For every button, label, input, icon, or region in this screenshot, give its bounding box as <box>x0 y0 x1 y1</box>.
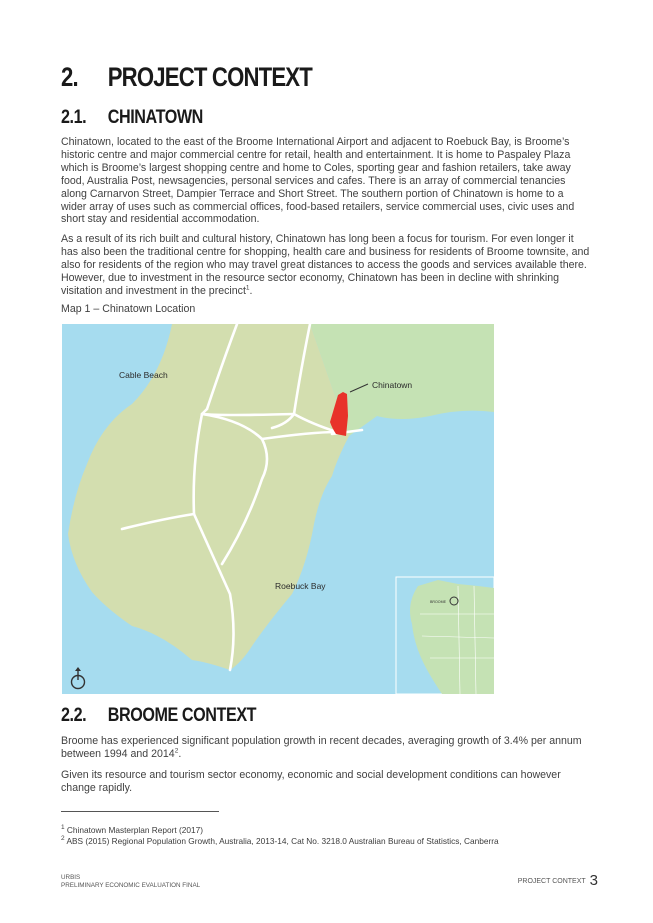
footer-document-info <box>61 874 200 890</box>
subsection-title: BROOME CONTEXT <box>107 705 257 726</box>
footnote-number: 1 <box>61 824 65 832</box>
footnote-2 <box>61 836 499 846</box>
chinatown-paragraph-2 <box>61 233 591 298</box>
map-graphic <box>62 324 494 694</box>
paragraph-text: As a result of its rich built and cultural history, Chinatown has long been a focus for tourism. For even longer it has also been the traditional centre for shopping, health care and business for residents of Broome townsite, and also for residents of the region who may travel great distances to access the goods and services available there. However, due to investment in the resource sector economy, Chinatown has been in decline with shrinking visitation and investment in the precinct <box>61 233 590 297</box>
roebuck-bay-label: Roebuck Bay <box>275 581 326 591</box>
footnote-ref[interactable]: 1 <box>245 284 250 292</box>
footnote-1 <box>61 825 203 835</box>
paragraph-text: Broome has experienced significant population growth in recent decades, averaging growth of 3.4% per annum between 1994 and 2014 <box>61 735 582 760</box>
subsection-number: 2.2. <box>61 705 87 726</box>
footnote-number: 2 <box>61 835 65 843</box>
paragraph-end: . <box>178 747 182 760</box>
subsection-heading-chinatown <box>61 107 203 129</box>
paragraph-end: . <box>249 284 253 297</box>
subsection-number: 2.1. <box>61 107 87 128</box>
footnote-divider <box>61 811 219 812</box>
footer-doc-title: PRELIMINARY ECONOMIC EVALUATION FINAL <box>61 882 201 889</box>
page-number: 3 <box>589 872 598 889</box>
footer-page-info <box>518 872 598 889</box>
footnote-ref[interactable]: 2 <box>174 747 179 755</box>
footnote-text: Chinatown Masterplan Report (2017) <box>64 825 203 835</box>
broome-paragraph-2: Given its resource and tourism sector economy, economic and social development conditions can however change rapidly. <box>61 769 561 794</box>
section-title: PROJECT CONTEXT <box>107 62 312 92</box>
broome-paragraph-1 <box>61 735 591 761</box>
section-heading <box>61 62 312 93</box>
chinatown-label: Chinatown <box>372 380 413 390</box>
footnote-text: ABS (2015) Regional Population Growth, Australia, 2013-14, Cat No. 3218.0 Australian Bureau of Statistics, Canberra <box>64 836 499 846</box>
footer-org: URBIS <box>61 874 81 881</box>
chinatown-location-map <box>62 324 494 694</box>
subsection-heading-broome <box>61 705 256 727</box>
inset-locator-map <box>396 577 494 694</box>
subsection-title: CHINATOWN <box>107 107 203 128</box>
map-caption: Map 1 – Chinatown Location <box>61 303 196 315</box>
chinatown-paragraph-1: Chinatown, located to the east of the Broome International Airport and adjacent to Roebuck Bay, is Broome’s historic centre and major commercial centre for retail, health and entertainment. It is home to Paspaley Plaza which is Broome’s largest shopping centre and home to Coles, sporting gear and fashion retailers, take away food, Australia Post, newsagencies, personal services and cafes. There is an array of commercial tenancies along Carnarvon Street, Dampier Terrace and Short Street. The southern portion of Chinatown is home to a wider array of uses such as commercial offices, food-based retailers, service commercial uses, civic uses and short stay and residential accommodation. <box>61 136 575 226</box>
section-number: 2. <box>61 62 78 92</box>
footer-section: PROJECT CONTEXT <box>517 878 586 885</box>
inset-town-label: BROOME <box>430 600 446 604</box>
cable-beach-label: Cable Beach <box>119 370 168 380</box>
